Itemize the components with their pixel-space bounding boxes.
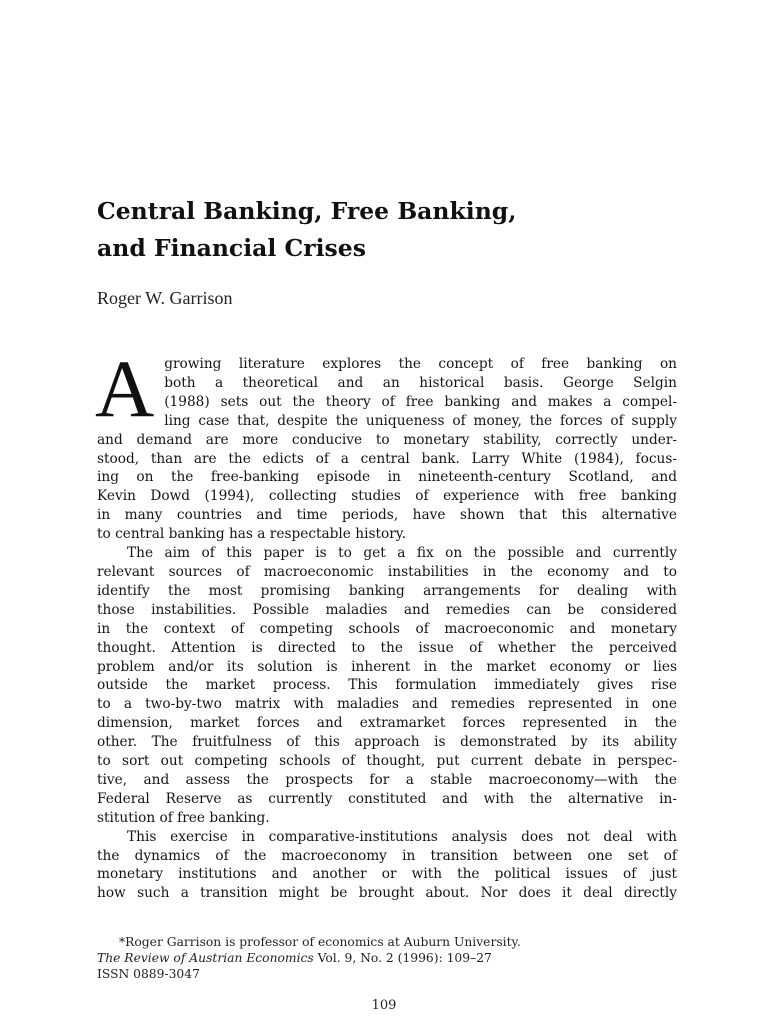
text-line: stood, than are the edicts of a central bank. Larry White (1984), focus- [97,450,677,467]
text-line: outside the market process. This formulation immediately gives rise [97,677,677,694]
text-line: growing literature explores the concept of free banking on [164,356,677,372]
text-line: (1988) sets out the theory of free banking and makes a compel- [164,393,677,410]
article-body [95,343,677,903]
journal-name: The Review of Austrian Economics [97,951,314,965]
text-line: and demand are more conducive to monetary stability, correctly under- [97,431,677,448]
page-number: 109 [371,998,397,1013]
drop-cap: A [95,343,155,434]
title-line: and Financial Crises [97,234,366,262]
text-line: how such a transition might be brought about. Nor does it deal directly [97,885,677,902]
journal-details: Vol. 9, No. 2 (1996): 109–27 [313,951,492,965]
text-line: ling case that, despite the uniqueness of money, the forces of supply [164,412,677,429]
paragraph-2 [97,544,677,828]
text-line: dimension, market forces and extramarket forces represented in the [97,715,677,732]
paragraph-1 [95,343,677,544]
text-line: Kevin Dowd (1994), collecting studies of experience with free banking [97,488,677,505]
text-line: tive, and assess the prospects for a stable macroeconomy—with the [97,771,677,788]
text-line: both a theoretical and an historical basis. George Selgin [164,374,677,391]
text-line: identify the most promising banking arrangements for dealing with [97,582,677,599]
text-line: those instabilities. Possible maladies and remedies can be considered [97,601,677,618]
text-line: the dynamics of the macroeconomy in transition between one set of [97,847,677,864]
text-line: in many countries and time periods, have shown that this alternative [97,507,677,524]
issn: ISSN 0889-3047 [97,967,200,981]
text-line: to a two-by-two matrix with maladies and remedies represented in one [97,696,677,713]
author-footnote: *Roger Garrison is professor of economics at Auburn University. [119,935,521,949]
text-line: This exercise in comparative-institutions analysis does not deal with [127,828,677,845]
text-line: in the context of competing schools of macroeconomic and monetary [97,620,677,637]
author-name: Roger W. Garrison [97,288,233,308]
article-title [97,193,677,267]
text-line: other. The fruitfulness of this approach is demonstrated by its ability [97,734,677,751]
text-line: Federal Reserve as currently constituted and with the alternative in- [97,790,677,807]
page-footer [97,934,677,982]
text-line: relevant sources of macroeconomic instabilities in the economy and to [97,563,677,580]
text-line: thought. Attention is directed to the issue of whether the perceived [97,639,677,656]
title-line: Central Banking, Free Banking, [97,197,517,225]
text-line: The aim of this paper is to get a fix on the possible and currently [127,545,677,562]
text-line: monetary institutions and another or with the political issues of just [97,866,677,883]
text-line: to central banking has a respectable history. [97,526,407,543]
text-line: stitution of free banking. [97,809,270,826]
paragraph-3 [97,828,677,904]
text-line: to sort out competing schools of thought, put current debate in perspec- [97,753,677,770]
journal-citation [97,950,677,966]
text-line: problem and/or its solution is inherent in the market economy or lies [97,658,677,675]
text-line: ing on the free-banking episode in nineteenth-century Scotland, and [97,469,677,486]
